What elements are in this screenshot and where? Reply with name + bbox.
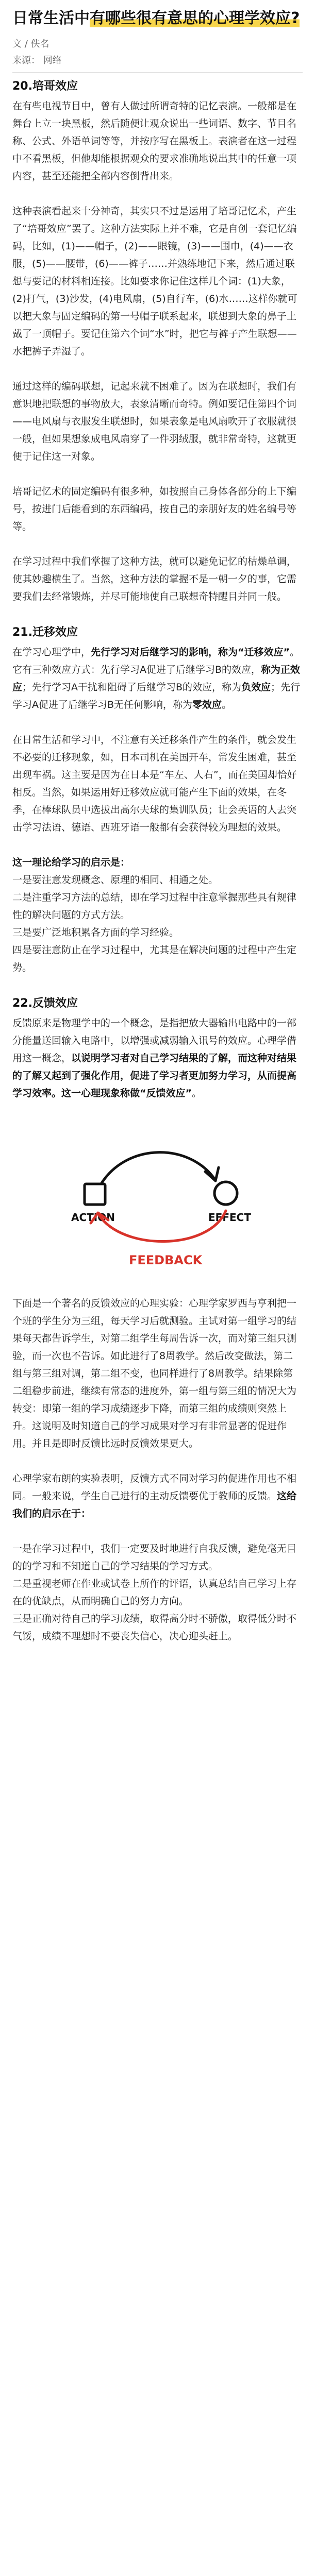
article-source: 来源： 网络 [12, 55, 62, 66]
s22-paragraph-2: 下面是一个著名的反馈效应的心理实验：心理学家罗西与亨利把一个班的学生分为三组，每天学习后就测验。主试对第一组学习的结果每天都告诉学生，对第二组学生每周告诉一次，而对第三组只测验，而一次也不告诉。如此进行了8周教学。然后改变做法，第二组与第三组对调，第二组不变，也同样进行了8周教学。结果除第二组稳步前进，继续有常态的进度外，第一组与第三组的情况大为转变：即第一组的学习成绩逐步下降，而第三组的成绩则突然上升。这说明及时知道自己的学习成果对学习有非常显著的促进作用。并且是即时反馈比远时反馈效果更大。 [12, 1298, 297, 1449]
s21-list-heading [12, 854, 303, 871]
fig-label-action: ACTION [71, 1211, 115, 1224]
s21-p1-i: 。 [222, 699, 232, 710]
s22-p1-a: 反馈原来是物理学中的一个概念，是指把放大器输出电路中的一部分能量送回输入电路中，以增强或减弱输入讯号的效应。心理学借用这一概念， [12, 1018, 297, 1064]
article-author: 文 / 佚名 [12, 39, 49, 49]
s21-p1-f: 负效应 [241, 682, 271, 693]
s21-list-heading-text: 这一理论给学习的启示是： [12, 857, 130, 868]
action-square-icon [85, 1184, 105, 1205]
article [0, 7, 315, 2576]
s21-p1-d: 称为正效应 [12, 664, 301, 693]
s21-p1-e: ；先行学习A干扰和阻碍了后继学习B的效应，称为 [22, 682, 242, 693]
s20-paragraph-4: 培哥记忆术的固定编码有很多种，如按照自己身体各部分的上下编号，按进门后能看到的东西编码，按自己的亲朋好友的姓名编号等等。 [12, 486, 297, 532]
article-title [12, 7, 303, 36]
section-heading-22: 22.反馈效应 [12, 997, 78, 1010]
s20-paragraph-5: 在学习过程中我们掌握了这种方法，就可以避免记忆的枯燥单调，使其妙趣横生了。当然，这种方法的掌握不是一朝一夕的事，它需要我们去经常锻炼，并尽可能地使自己联想奇特醒目并同一般。 [12, 556, 297, 602]
s21-p1-b: 先行学习对后继学习的影响，称为“迁移效应” [91, 647, 290, 658]
s20-paragraph-2: 这种表演看起来十分神奇，其实只不过是运用了培哥记忆术，产生了“培哥效应”罢了。这种方法实际上并不难，它是自创一套记忆编码，比如，(1)——帽子，(2)——眼镜，(3)——围巾，(4)——衣服，(5)——腰带，(6)——裤子……并熟练地记下来，然后通过联想与要记的材料相连接。比如要求你记住这样几个词：(1)大象，(2)打气，(3)沙发，(4)电风扇，(5)自行车，(6)水……这样你就可以把大象与固定编码的第一号帽子联系起来，联想到大象的鼻子上戴了一顶帽子。要记住第六个词“水”时，把它与裤子产生联想——水把裤子弄湿了。 [12, 206, 297, 357]
s21-list-item-2: 二是注重学习方法的总结，即在学习过程中注意掌握那些具有规律性的解决问题的方式方法。 [12, 892, 297, 921]
effect-circle-icon [214, 1182, 237, 1205]
s22-list-item-3: 三是正确对待自己的学习成绩，取得高分时不骄傲，取得低分时不气馁，成绩不理想时不要丧失信心，决心迎头赶上。 [12, 1613, 297, 1642]
s21-p1-g: ；先行学习A促进了后继学习B无任何影响，称为 [12, 682, 301, 710]
s21-p1-a: 在学习心理学中， [12, 647, 91, 658]
feedback-diagram [24, 1122, 292, 1272]
s21-list-item-4: 四是要注意防止在学习过程中，尤其是在解决问题的过程中产生定势。 [12, 944, 297, 973]
s22-p3-a: 心理学家布朗的实验表明，反馈方式不同对学习的促进作用也不相同。一般来说，学生自己进行的主动反馈要优于教师的反馈。 [12, 1473, 297, 1502]
s20-paragraph-1: 在有些电视节目中，曾有人做过所谓奇特的记忆表演。一般都是在舞台上立一块黑板，然后随便让观众说出一些词语、数字、节目名称、公式、外语单词等等，并按序写在黑板上。表演者在这一过程中不看黑板，但他却能根据观众的要求准确地说出其中的任意一项内容，甚至还能把全部内容倒背出来。 [12, 100, 297, 182]
s21-paragraph-1 [12, 643, 303, 714]
arrow-effect-to-action [99, 1211, 226, 1242]
s21-p1-h: 零效应 [192, 699, 222, 710]
s21-list-item-3: 三是要广泛地积累各方面的学习经验。 [12, 927, 179, 938]
section-heading-20: 20.培哥效应 [12, 80, 78, 93]
s21-list-item-1: 一是要注意发现概念、原理的相同、相通之处。 [12, 874, 219, 886]
s22-list-item-1: 一是在学习过程中，我们一定要及时地进行自我反馈，避免毫无目的的学习和不知道自己的学习结果的学习方式。 [12, 1543, 297, 1572]
feedback-illustration [12, 1120, 303, 1274]
section-heading-21: 21.迁移效应 [12, 626, 78, 639]
divider [12, 72, 303, 73]
s22-paragraph-3 [12, 1470, 303, 1522]
s22-paragraph-1 [12, 1014, 303, 1102]
s21-p1-c: 。它有三种效应方式：先行学习A促进了后继学习B的效应， [12, 647, 300, 675]
s22-p1-b: 以说明学习者对自己学习结果的了解，而这种对结果的了解又起到了强化作用，促进了学习者更加努力学习，从而提高学习效率。这一心理现象称做“反馈效应” [12, 1053, 297, 1099]
s22-p3-b: 这给我们的启示在于： [12, 1490, 297, 1519]
s21-paragraph-2: 在日常生活和学习中，不注意有关迁移条件产生的条件，就会发生不必要的迁移现象，如，日本司机在美国开车，常发生困难，甚至出现车祸。这主要是因为在日本是“车左、人右”，而在美国却恰好相反。当然，如果运用好迁移效应就可能产生下面的效果，在冬季，在棒球队员中选拔出高尔夫球的集训队员；让会英语的人去突击学习法语、德语、西班牙语一般都有会获得较为理想的效果。 [12, 734, 297, 833]
arrow-action-to-effect [101, 1153, 214, 1184]
fig-label-feedback: FEEDBACK [128, 1253, 202, 1267]
title-highlight: 有哪些很有意思的心理学效应? [90, 9, 300, 27]
s20-paragraph-3: 通过这样的编码联想，记起来就不困难了。因为在联想时，我们有意识地把联想的事物放大，表象清晰而奇特。例如要记住第四个词——电风扇与衣服发生联想时，如果表象是电风扇吹开了衣服就很一般，但如果想象成电风扇穿了一件羽绒服，就非常奇特，这就更便于记住这一对象。 [12, 381, 297, 462]
title-prefix: 日常生活中 [12, 9, 90, 27]
fig-label-effect: EFFECT [208, 1211, 251, 1224]
s22-list-item-2: 二是重视老师在作业或试卷上所作的评语，认真总结自己学习上存在的优缺点，从而明确自己的努力方向。 [12, 1578, 297, 1607]
s22-p1-c: 。 [191, 1088, 202, 1099]
